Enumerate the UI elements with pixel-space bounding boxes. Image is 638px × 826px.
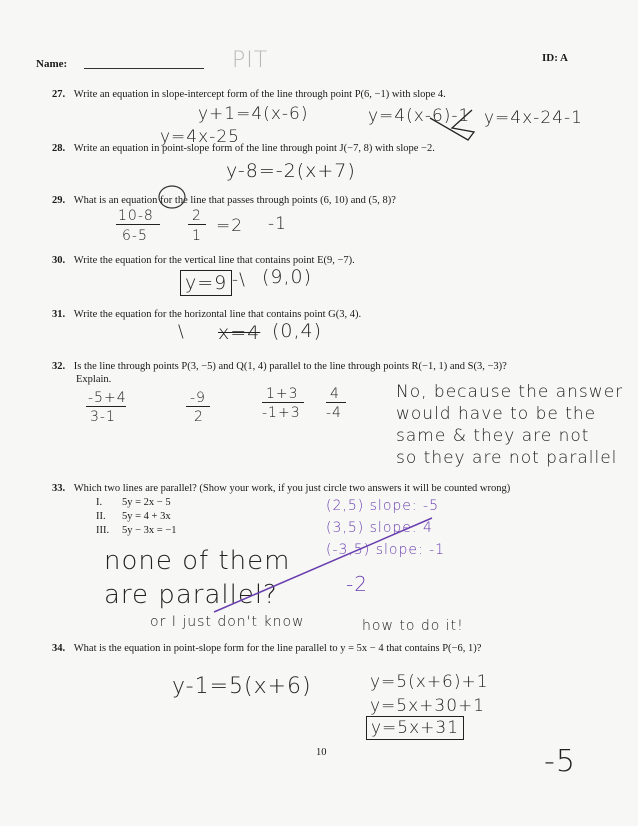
q33-work-1: (2,5) slope: -5 (326, 498, 440, 514)
question-text: Write an equation in point-slope form of the line through point J(−7, 8) with slope −2. (73, 143, 435, 154)
option-label: I. (96, 497, 103, 508)
q34-work-3: y=5x+30+1 (370, 696, 486, 716)
question-number: 28. (52, 143, 66, 154)
q32-num-4: 4 (330, 386, 340, 402)
q27-work-2: y=4(x-6)-1 (368, 106, 471, 126)
q34-work-2: y=5(x+6)+1 (370, 672, 489, 692)
q33-answer-line-1: none of them (104, 546, 291, 576)
grade-mark: -5 (544, 744, 576, 779)
q32-den-4: -4 (326, 405, 342, 421)
option-label: III. (96, 525, 110, 536)
q32-answer-line-3: same & they are not (396, 426, 590, 446)
question-32-explain: Explain. (76, 374, 112, 385)
question-number: 34. (52, 643, 66, 654)
question-number: 29. (52, 195, 66, 206)
q31-point: (0,4) (272, 320, 323, 342)
q31-work: x=4 (218, 322, 261, 344)
q32-answer-line-2: would have to be the (396, 404, 597, 424)
q27-work-4: y=4x-25 (160, 127, 240, 147)
purple-strike-line (214, 518, 432, 612)
question-text: Is the line through points P(3, −5) and Q(1, 4) parallel to the line through points R(−1, 1) and S(3, −3)? (73, 361, 507, 372)
q32-num-1: -5+4 (88, 390, 127, 406)
q27-work-3: y=4x-24-1 (484, 108, 583, 128)
q32-num-3: 1+3 (266, 386, 299, 402)
option-equation: 5y = 2x − 5 (122, 497, 171, 508)
option-label: II. (96, 511, 106, 522)
q31-mark: \ (178, 322, 185, 342)
q33-work-4: -2 (346, 572, 368, 596)
q34-work-1: y-1=5(x+6) (172, 674, 312, 699)
q29-den-2: 1 (192, 228, 202, 244)
q30-point: (9,0) (262, 266, 313, 288)
q32-answer-line-1: No, because the answer (396, 382, 624, 402)
q32-den-2: 2 (194, 409, 204, 425)
q33-work-2: (3,5) slope: 4 (326, 520, 433, 536)
q32-den-1: 3-1 (90, 409, 116, 425)
name-label: Name: (36, 58, 68, 70)
id-label: ID: A (542, 52, 568, 64)
q33-answer-line-4: how to do it! (362, 618, 464, 634)
q33-work-3: (-3,5) slope: -1 (326, 542, 446, 558)
q33-answer-line-3: or I just don't know (150, 614, 305, 630)
q32-den-3: -1+3 (262, 405, 301, 421)
option-equation: 5y − 3x = −1 (122, 525, 177, 536)
q28-work-1: y-8=-2(x+7) (226, 160, 356, 182)
question-text: Write an equation in slope-intercept form of the line through point P(6, −1) with slope 4. (73, 89, 446, 100)
q29-den-1: 6-5 (122, 228, 148, 244)
q33-answer-line-2: are parallel? (104, 580, 278, 610)
q29-num-1: 10-8 (118, 208, 154, 224)
question-number: 33. (52, 483, 66, 494)
question-text: Write the equation for the vertical line that contains point E(9, −7). (73, 255, 355, 266)
question-number: 32. (52, 361, 66, 372)
question-number: 27. (52, 89, 66, 100)
hw-name: PIT (232, 48, 269, 73)
q34-answer-box: y=5x+31 (366, 716, 464, 740)
question-text: Write the equation for the horizontal line that contains point G(3, 4). (73, 309, 362, 320)
q29-work-tick: -1 (268, 214, 287, 234)
option-equation: 5y = 4 + 3x (122, 511, 171, 522)
question-text: What is an equation for the line that passes through points (6, 10) and (5, 8)? (73, 195, 396, 206)
q29-num-2: 2 (192, 208, 202, 224)
question-number: 30. (52, 255, 66, 266)
q29-work-eq: =2 (216, 216, 244, 236)
page-number: 10 (316, 747, 327, 758)
q30-mark: -\ (232, 270, 246, 290)
q27-work-1: y+1=4(x-6) (198, 104, 309, 124)
q27-arrow (430, 110, 474, 140)
question-text: What is the equation in point-slope form for the line parallel to y = 5x − 4 that contains P(−6, 1)? (73, 643, 482, 654)
question-number: 31. (52, 309, 66, 320)
q32-answer-line-4: so they are not parallel (396, 448, 618, 468)
q29-circled-word (159, 186, 185, 208)
q30-answer-box: y=9 (180, 270, 232, 296)
q32-num-2: -9 (190, 390, 206, 406)
question-text: Which two lines are parallel? (Show your work, if you just circle two answers it will be counted wrong) (73, 483, 511, 494)
question-34 (52, 642, 481, 655)
